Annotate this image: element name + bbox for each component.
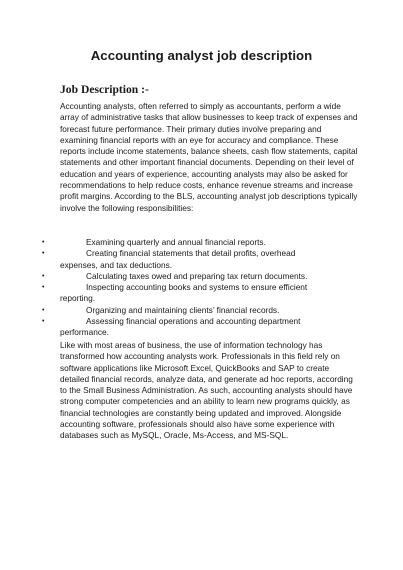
responsibilities-list <box>0 237 403 339</box>
bullet-icon: • <box>42 239 45 246</box>
closing-paragraph: Like with most areas of business, the use of information technology has transformed how accounting analysts work. Professionals in this field rely on software applications like Microsoft Excel, QuickBooks and SAP to create detailed financial records, analyze data, and generate ad hoc reports, according to the Small Business Administration. As such, accounting analysts should have strong computer competencies and an ability to learn new programs quickly, as financial technologies are constantly being updated and improved. Alongside accounting software, professionals should also have some experience with databases such as MySQL, Oracle, Ms-Access, and MS-SQL. <box>60 340 353 441</box>
list-item <box>0 248 318 271</box>
list-item-text: Inspecting accounting books and systems to ensure efficient reporting. <box>60 282 308 304</box>
list-item <box>0 305 318 316</box>
list-item <box>0 271 318 282</box>
list-item-text: Organizing and maintaining clients’ financial records. <box>86 304 280 315</box>
bullet-icon: • <box>42 250 45 258</box>
intro-paragraph: Accounting analysts, often referred to simply as accountants, perform a wide array of administrative tasks that allow businesses to keep track of expenses and forecast future performance. Their primary duties involve preparing and examining financial reports with an eye for accuracy and compliance. These reports include income statements, balance sheets, cash flow statements, capital statements and other important financial documents. Depending on their level of education and years of experience, accounting analysts may also be asked for recommendations to help reduce costs, enhance revenue streams and increase profit margins. According to the BLS, accounting analyst job descriptions typically involve the following responsibilities: <box>60 101 358 213</box>
list-item-text: Examining quarterly and annual financial reports. <box>86 237 266 247</box>
list-item-text: Calculating taxes owed and preparing tax return documents. <box>86 270 308 281</box>
list-item-text: Assessing financial operations and accounting department performance. <box>60 316 301 338</box>
section-heading: Job Description :- <box>60 83 149 96</box>
list-item <box>0 316 318 339</box>
bullet-icon: • <box>42 306 45 314</box>
bullet-icon: • <box>42 284 45 292</box>
list-item <box>0 237 318 248</box>
bullet-icon: • <box>42 318 45 326</box>
list-item <box>0 282 318 305</box>
document-title: Accounting analyst job description <box>90 48 313 63</box>
bullet-icon: • <box>42 272 45 280</box>
list-item-text: Creating financial statements that detail profits, overhead expenses, and tax deductions. <box>60 248 296 270</box>
